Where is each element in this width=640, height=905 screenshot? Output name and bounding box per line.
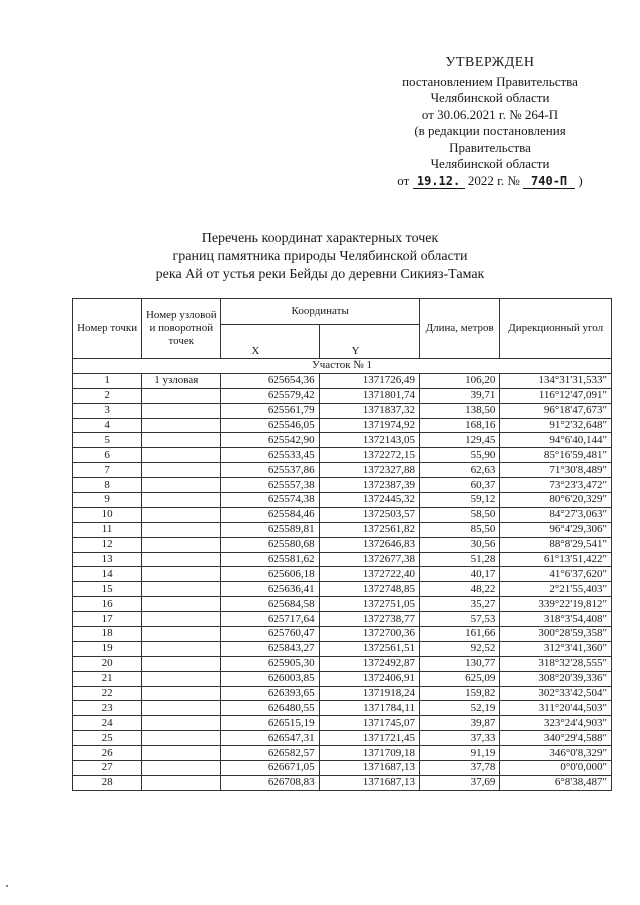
table-row <box>73 433 612 448</box>
y-cell: 1372272,15 <box>319 448 419 463</box>
node-cell <box>142 656 221 671</box>
length-cell: 59,12 <box>420 493 500 508</box>
table-row <box>73 493 612 508</box>
approval-date-line <box>375 173 605 190</box>
node-cell <box>142 567 221 582</box>
table-row <box>73 582 612 597</box>
point-number-cell: 28 <box>73 775 142 790</box>
date-prefix: от <box>397 172 410 188</box>
angle-cell: 311°20'44,503" <box>500 701 612 716</box>
node-cell <box>142 746 221 761</box>
angle-cell: 318°3'54,408" <box>500 612 612 627</box>
section-label: Участок № 1 <box>73 359 612 374</box>
point-number-cell: 5 <box>73 433 142 448</box>
point-number-cell: 13 <box>73 552 142 567</box>
approval-line: от 30.06.2021 г. № 264-П <box>421 106 559 122</box>
coordinates-table <box>72 298 612 791</box>
point-number-cell: 17 <box>73 612 142 627</box>
table-row <box>73 463 612 478</box>
node-cell <box>142 507 221 522</box>
length-cell: 37,78 <box>420 761 500 776</box>
date-field: 19.12. <box>413 175 465 189</box>
angle-cell: 323°24'4,903" <box>500 716 612 731</box>
angle-cell: 340°29'4,588" <box>500 731 612 746</box>
x-cell: 625589,81 <box>221 522 319 537</box>
x-cell: 625584,46 <box>221 507 319 522</box>
angle-cell: 302°33'42,504" <box>500 686 612 701</box>
table-row <box>73 731 612 746</box>
y-cell: 1372738,77 <box>319 612 419 627</box>
y-cell: 1371726,49 <box>319 373 419 388</box>
length-cell: 55,90 <box>420 448 500 463</box>
header-angle: Дирекционный угол <box>500 299 612 359</box>
angle-cell: 96°4'29,306" <box>500 522 612 537</box>
angle-cell: 96°18'47,673" <box>500 403 612 418</box>
y-cell: 1372748,85 <box>319 582 419 597</box>
x-cell: 625546,05 <box>221 418 319 433</box>
x-cell: 626515,19 <box>221 716 319 731</box>
y-cell: 1371801,74 <box>319 388 419 403</box>
point-number-cell: 15 <box>73 582 142 597</box>
angle-cell: 2°21'55,403" <box>500 582 612 597</box>
node-cell <box>142 522 221 537</box>
node-cell <box>142 701 221 716</box>
table-row <box>73 388 612 403</box>
point-number-cell: 26 <box>73 746 142 761</box>
length-cell: 40,17 <box>420 567 500 582</box>
angle-cell: 300°28'59,358" <box>500 627 612 642</box>
table-row <box>73 701 612 716</box>
length-cell: 92,52 <box>420 641 500 656</box>
node-cell <box>142 775 221 790</box>
angle-cell: 91°2'32,648" <box>500 418 612 433</box>
table-row <box>73 567 612 582</box>
x-cell: 625684,58 <box>221 597 319 612</box>
y-cell: 1371784,11 <box>319 701 419 716</box>
node-cell <box>142 433 221 448</box>
table-row <box>73 761 612 776</box>
length-cell: 39,87 <box>420 716 500 731</box>
x-cell: 625905,30 <box>221 656 319 671</box>
node-cell <box>142 403 221 418</box>
length-cell: 30,56 <box>420 537 500 552</box>
point-number-cell: 21 <box>73 671 142 686</box>
y-cell: 1372561,51 <box>319 641 419 656</box>
length-cell: 159,82 <box>420 686 500 701</box>
angle-cell: 85°16'59,481" <box>500 448 612 463</box>
y-cell: 1372327,88 <box>319 463 419 478</box>
length-cell: 60,37 <box>420 478 500 493</box>
length-cell: 161,66 <box>420 627 500 642</box>
table-row <box>73 627 612 642</box>
table-row <box>73 522 612 537</box>
y-cell: 1372561,82 <box>319 522 419 537</box>
point-number-cell: 20 <box>73 656 142 671</box>
node-cell <box>142 478 221 493</box>
x-cell: 626671,05 <box>221 761 319 776</box>
point-number-cell: 22 <box>73 686 142 701</box>
x-cell: 625579,42 <box>221 388 319 403</box>
angle-cell: 71°30'8,489" <box>500 463 612 478</box>
table-row <box>73 597 612 612</box>
node-cell <box>142 537 221 552</box>
angle-cell: 116°12'47,091" <box>500 388 612 403</box>
x-cell: 625581,62 <box>221 552 319 567</box>
node-cell <box>142 761 221 776</box>
point-number-cell: 9 <box>73 493 142 508</box>
node-cell <box>142 627 221 642</box>
section-row <box>73 359 612 374</box>
node-cell <box>142 463 221 478</box>
y-cell: 1372700,36 <box>319 627 419 642</box>
length-cell: 130,77 <box>420 656 500 671</box>
angle-cell: 318°32'28,555" <box>500 656 612 671</box>
angle-cell: 134°31'31,533" <box>500 373 612 388</box>
point-number-cell: 25 <box>73 731 142 746</box>
point-number-cell: 6 <box>73 448 142 463</box>
point-number-cell: 12 <box>73 537 142 552</box>
angle-cell: 308°20'39,336" <box>500 671 612 686</box>
date-year: 2022 г. № <box>467 172 520 188</box>
length-cell: 37,33 <box>420 731 500 746</box>
x-cell: 625561,79 <box>221 403 319 418</box>
point-number-cell: 19 <box>73 641 142 656</box>
node-cell <box>142 388 221 403</box>
close-paren: ) <box>578 172 583 188</box>
x-cell: 626393,65 <box>221 686 319 701</box>
x-cell: 625574,38 <box>221 493 319 508</box>
x-cell: 625537,86 <box>221 463 319 478</box>
y-cell: 1371687,13 <box>319 775 419 790</box>
point-number-cell: 3 <box>73 403 142 418</box>
node-cell <box>142 671 221 686</box>
table-row <box>73 418 612 433</box>
length-cell: 39,71 <box>420 388 500 403</box>
x-cell: 626480,55 <box>221 701 319 716</box>
point-number-cell: 4 <box>73 418 142 433</box>
x-cell: 625533,45 <box>221 448 319 463</box>
y-cell: 1372143,05 <box>319 433 419 448</box>
length-cell: 51,28 <box>420 552 500 567</box>
y-cell: 1372751,05 <box>319 597 419 612</box>
table-row <box>73 612 612 627</box>
node-cell <box>142 731 221 746</box>
angle-cell: 73°23'3,472" <box>500 478 612 493</box>
table-row <box>73 746 612 761</box>
header-x: X <box>221 325 319 359</box>
x-cell: 626582,57 <box>221 746 319 761</box>
angle-cell: 41°6'37,620" <box>500 567 612 582</box>
y-cell: 1371721,45 <box>319 731 419 746</box>
length-cell: 91,19 <box>420 746 500 761</box>
point-number-cell: 11 <box>73 522 142 537</box>
document-title <box>0 230 640 284</box>
node-cell <box>142 493 221 508</box>
length-cell: 37,69 <box>420 775 500 790</box>
table-row <box>73 641 612 656</box>
x-cell: 625843,27 <box>221 641 319 656</box>
y-cell: 1372445,32 <box>319 493 419 508</box>
angle-cell: 346°0'8,329" <box>500 746 612 761</box>
approval-line: Челябинской области <box>430 90 550 105</box>
y-cell: 1371918,24 <box>319 686 419 701</box>
approval-block <box>375 55 605 189</box>
x-cell: 625717,64 <box>221 612 319 627</box>
approval-heading: УТВЕРЖДЕН <box>445 55 535 70</box>
table-row <box>73 373 612 388</box>
y-cell: 1372406,91 <box>319 671 419 686</box>
scan-speck <box>6 885 8 887</box>
approval-line: постановлением Правительства <box>402 73 578 89</box>
length-cell: 138,50 <box>420 403 500 418</box>
y-cell: 1371687,13 <box>319 761 419 776</box>
point-number-cell: 1 <box>73 373 142 388</box>
angle-cell: 312°3'41,360" <box>500 641 612 656</box>
x-cell: 625636,41 <box>221 582 319 597</box>
header-length: Длина, метров <box>420 299 500 359</box>
header-coordinates: Координаты <box>221 299 420 325</box>
length-cell: 168,16 <box>420 418 500 433</box>
angle-cell: 88°8'29,541" <box>500 537 612 552</box>
point-number-cell: 24 <box>73 716 142 731</box>
x-cell: 626547,31 <box>221 731 319 746</box>
node-cell <box>142 612 221 627</box>
approval-line: (в редакции постановления <box>414 123 566 138</box>
x-cell: 626708,83 <box>221 775 319 790</box>
y-cell: 1371745,07 <box>319 716 419 731</box>
point-number-cell: 14 <box>73 567 142 582</box>
y-cell: 1372722,40 <box>319 567 419 582</box>
y-cell: 1372492,87 <box>319 656 419 671</box>
angle-cell: 94°6'40,144" <box>500 433 612 448</box>
length-cell: 106,20 <box>420 373 500 388</box>
x-cell: 625542,90 <box>221 433 319 448</box>
node-cell <box>142 552 221 567</box>
x-cell: 625606,18 <box>221 567 319 582</box>
angle-cell: 339°22'19,812" <box>500 597 612 612</box>
length-cell: 57,53 <box>420 612 500 627</box>
length-cell: 58,50 <box>420 507 500 522</box>
node-cell <box>142 582 221 597</box>
y-cell: 1371709,18 <box>319 746 419 761</box>
node-cell <box>142 597 221 612</box>
point-number-cell: 16 <box>73 597 142 612</box>
x-cell: 625557,38 <box>221 478 319 493</box>
node-cell <box>142 686 221 701</box>
table-row <box>73 448 612 463</box>
table-row <box>73 775 612 790</box>
node-cell: 1 узловая <box>142 373 221 388</box>
y-cell: 1371837,32 <box>319 403 419 418</box>
point-number-cell: 27 <box>73 761 142 776</box>
table-row <box>73 671 612 686</box>
y-cell: 1372677,38 <box>319 552 419 567</box>
table-row <box>73 716 612 731</box>
title-line: Перечень координат характерных точек <box>201 231 439 246</box>
node-cell <box>142 448 221 463</box>
length-cell: 48,22 <box>420 582 500 597</box>
point-number-cell: 7 <box>73 463 142 478</box>
title-line: река Ай от устья реки Бейды до деревни Сикияз-Тамак <box>155 267 485 282</box>
point-number-cell: 23 <box>73 701 142 716</box>
number-field: 740-П <box>523 175 575 189</box>
header-node-number: Номер узловой и поворотной точек <box>142 299 221 359</box>
table-row <box>73 507 612 522</box>
approval-line: Челябинской области <box>430 156 550 171</box>
header-y: Y <box>319 325 419 359</box>
y-cell: 1371974,92 <box>319 418 419 433</box>
length-cell: 85,50 <box>420 522 500 537</box>
node-cell <box>142 716 221 731</box>
angle-cell: 61°13'51,422" <box>500 552 612 567</box>
x-cell: 626003,85 <box>221 671 319 686</box>
y-cell: 1372503,57 <box>319 507 419 522</box>
header-point-number: Номер точки <box>73 299 142 359</box>
table-row <box>73 686 612 701</box>
angle-cell: 80°6'20,329" <box>500 493 612 508</box>
node-cell <box>142 418 221 433</box>
point-number-cell: 18 <box>73 627 142 642</box>
y-cell: 1372646,83 <box>319 537 419 552</box>
length-cell: 129,45 <box>420 433 500 448</box>
point-number-cell: 8 <box>73 478 142 493</box>
angle-cell: 0°0'0,000" <box>500 761 612 776</box>
node-cell <box>142 641 221 656</box>
table-row <box>73 537 612 552</box>
table-row <box>73 478 612 493</box>
table-row <box>73 552 612 567</box>
approval-line: Правительства <box>449 139 531 155</box>
table-row <box>73 656 612 671</box>
title-line: границ памятника природы Челябинской области <box>172 249 468 264</box>
table-row <box>73 403 612 418</box>
length-cell: 52,19 <box>420 701 500 716</box>
length-cell: 35,27 <box>420 597 500 612</box>
angle-cell: 6°8'38,487" <box>500 775 612 790</box>
x-cell: 625760,47 <box>221 627 319 642</box>
x-cell: 625580,68 <box>221 537 319 552</box>
angle-cell: 84°27'3,063" <box>500 507 612 522</box>
x-cell: 625654,36 <box>221 373 319 388</box>
length-cell: 62,63 <box>420 463 500 478</box>
length-cell: 625,09 <box>420 671 500 686</box>
y-cell: 1372387,39 <box>319 478 419 493</box>
point-number-cell: 10 <box>73 507 142 522</box>
point-number-cell: 2 <box>73 388 142 403</box>
